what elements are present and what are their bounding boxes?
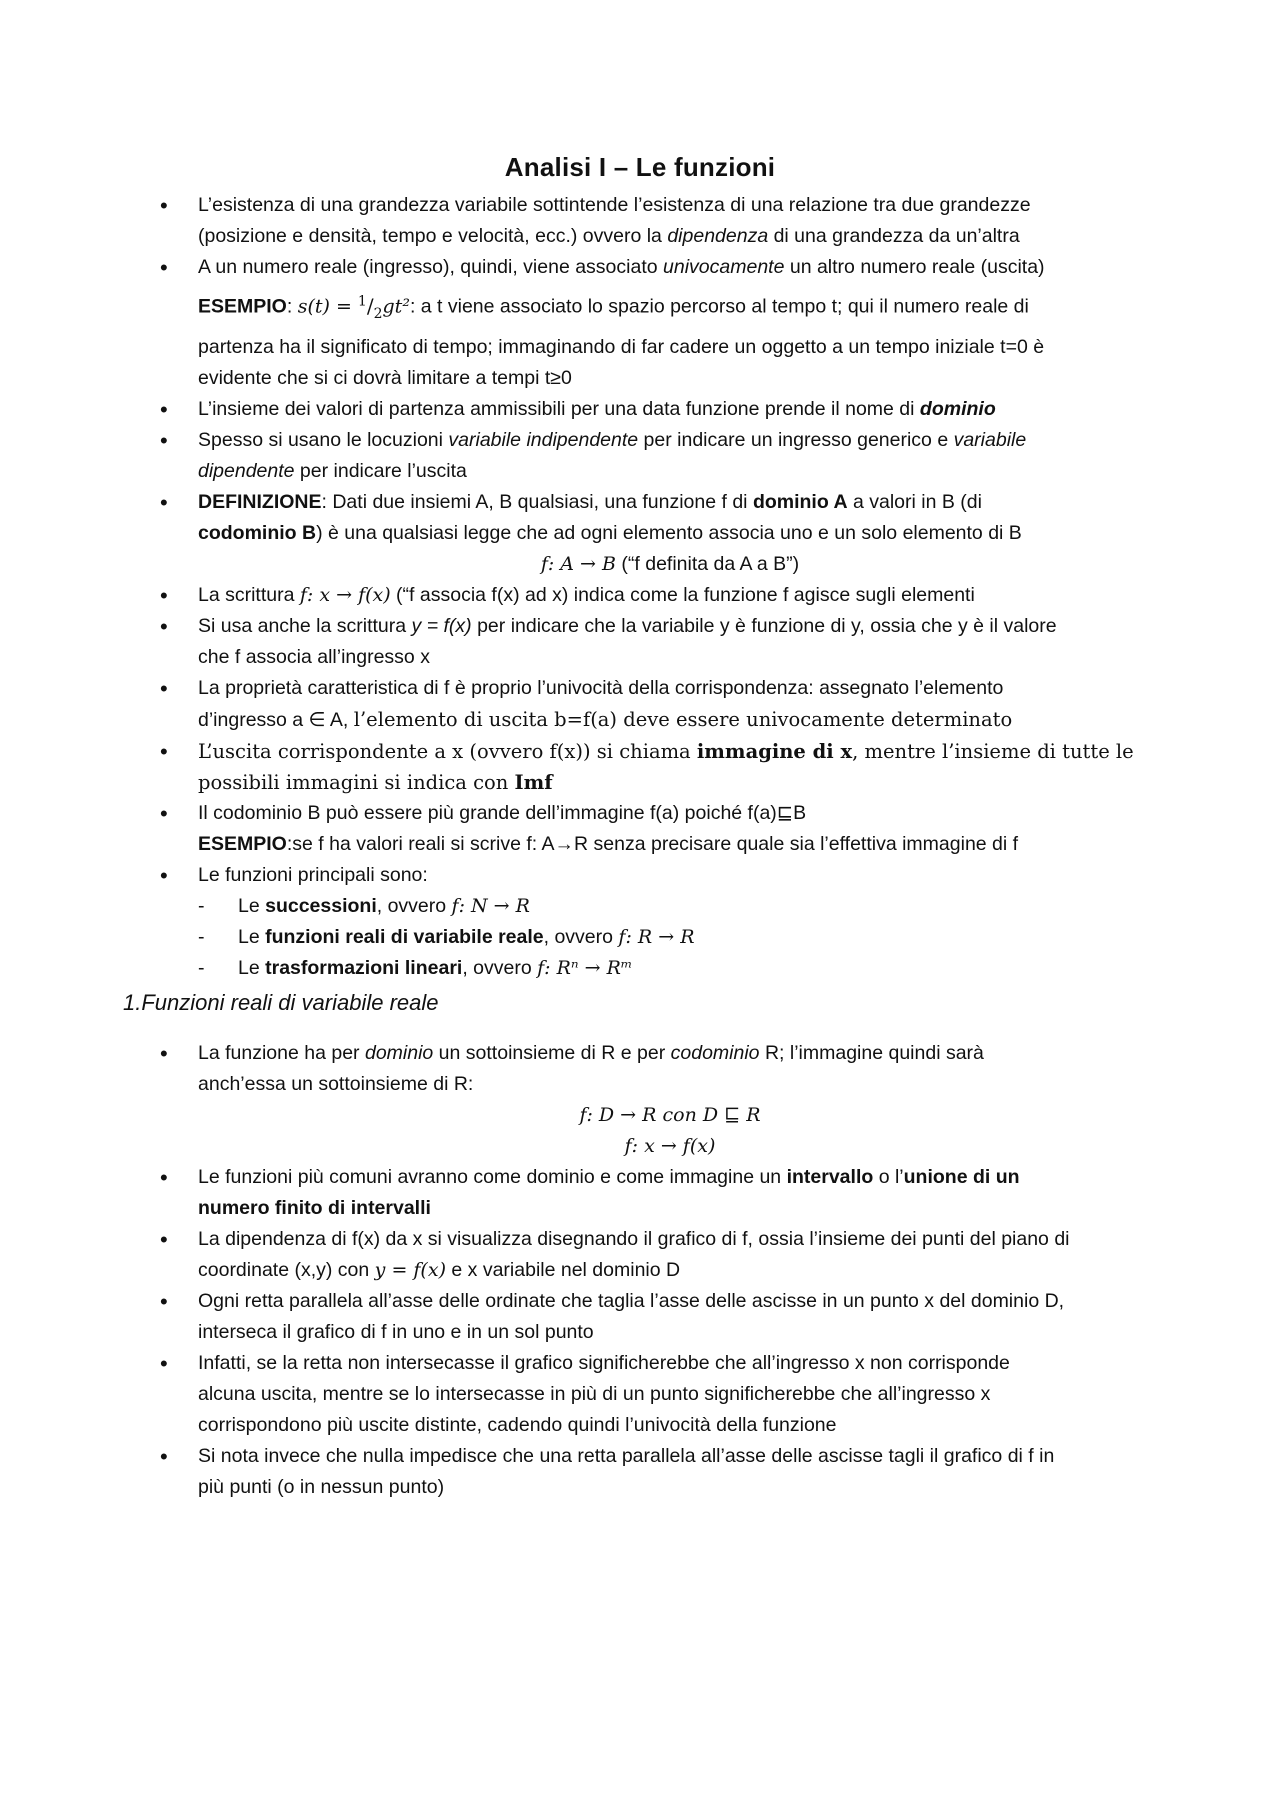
bold-text: trasformazioni lineari [265, 956, 463, 979]
text-line [198, 736, 1170, 767]
formula: s(t) = [297, 295, 358, 318]
text-line: • L’esistenza di una grandezza variabile sottintende l’esistenza di una relazione tra due grandezze [198, 194, 1031, 216]
text: e x variabile nel dominio D [445, 1259, 681, 1281]
emphasis: variabile [953, 428, 1027, 451]
text-line [198, 425, 1170, 456]
section-intro [0, 190, 1280, 984]
text: : Dati due insiemi A, B qualsiasi, una funzione f di [321, 490, 753, 513]
emphasis: dipendenza [667, 225, 769, 247]
text: Le funzioni più comuni avranno come dominio e come immagine un [198, 1166, 787, 1188]
text-line: • Si nota invece che nulla impedisce che una retta parallela all’asse delle ascisse tagli il grafico di f in [198, 1445, 1055, 1467]
bold-text: numero finito di intervalli [198, 1197, 431, 1219]
sub-item [198, 891, 1170, 922]
formula: f: N → R [451, 894, 530, 917]
formula: f: A → B [540, 552, 616, 575]
text: di una grandezza da un’altra [768, 225, 1020, 247]
list-item [0, 394, 1280, 425]
text: R; l’immagine quindi sarà [759, 1042, 984, 1064]
list-item [0, 736, 1280, 798]
page-title: Analisi I – Le funzioni [504, 152, 776, 182]
list-item [0, 580, 1280, 611]
colon: : [286, 295, 298, 318]
text: L’insieme dei valori di partenza ammissibili per una data funzione prende il nome di [198, 397, 920, 420]
text: , ovvero [543, 925, 619, 948]
text: per indicare l’uscita [294, 459, 467, 482]
list-item [0, 190, 1280, 252]
text: per indicare che la variabile y è funzione di y, ossia che y è il valore [471, 614, 1057, 637]
example-label: ESEMPIO [198, 832, 287, 855]
text-line [198, 580, 1170, 611]
text: , mentre l’insieme di tutte le [852, 739, 1134, 763]
text-line: evidente che si ci dovrà limitare a tempi t≥0 [198, 366, 572, 389]
list-item [0, 860, 1280, 984]
text: La funzione ha per [198, 1042, 365, 1064]
list-item [0, 798, 1280, 860]
emphasis: y = f(x) [411, 614, 472, 637]
text: , ovvero [376, 894, 452, 917]
list-item [0, 1441, 1280, 1503]
formula: gt² [382, 295, 410, 318]
list-item [0, 1286, 1280, 1348]
section-real-functions [0, 1038, 1280, 1503]
emphasis: dipendente [198, 459, 295, 482]
text-line: anch’essa un sottoinsieme di R: [198, 1073, 474, 1095]
sub-item [198, 922, 1170, 953]
text-line: partenza ha il significato di tempo; immaginando di far cadere un oggetto a un tempo iniziale t=0 è [198, 335, 1045, 358]
text-line [198, 252, 1170, 283]
serif-text: l’elemento di uscita b=f(a) deve essere univocamente determinato [353, 707, 1013, 731]
text: (posizione e densità, tempo e velocità, ecc.) ovvero la [198, 225, 668, 247]
emphasis: dominio [364, 1042, 434, 1064]
text: : a t viene associato lo spazio percorso al tempo t; qui il numero reale di [409, 295, 1029, 318]
text: un altro numero reale (uscita) [784, 256, 1045, 278]
text-line: più punti (o in nessun punto) [198, 1476, 445, 1498]
formula: f: x → f(x) [299, 583, 391, 606]
text-line [198, 1162, 1170, 1193]
fraction-numerator: 1 [357, 293, 367, 309]
text-line [198, 456, 1170, 487]
sub-item [198, 953, 1170, 984]
bullet-list [0, 1038, 1280, 1503]
text-line [198, 1038, 1170, 1069]
text: coordinate (x,y) con [198, 1259, 375, 1281]
bold-text: funzioni reali di variabile reale [265, 925, 544, 948]
text: (“f definita da A a B”) [615, 552, 800, 575]
text-line: alcuna uscita, mentre se lo intersecasse in più di un punto significherebbe che all’ingresso x [198, 1383, 991, 1405]
emphasis: dominio [919, 397, 996, 420]
formula: f: Rⁿ → Rᵐ [537, 956, 633, 979]
list-item [0, 1224, 1280, 1286]
bold-text: intervallo [786, 1166, 874, 1188]
text: ) è una qualsiasi legge che ad ogni elemento associa uno e un solo elemento di B [316, 521, 1022, 544]
formula-line: f: D → R con D ⊑ R [579, 1104, 761, 1126]
text-line [198, 283, 1170, 332]
text: o l’ [873, 1166, 904, 1188]
list-item [0, 611, 1280, 673]
text-line [198, 518, 1170, 549]
list-item [0, 1348, 1280, 1441]
text-line: • La proprietà caratteristica di f è proprio l’univocità della corrispondenza: assegnato l’elemento [198, 676, 1004, 699]
text-line [198, 1193, 1170, 1224]
list-item [0, 425, 1280, 487]
text: Le [238, 894, 266, 917]
text-line: • Infatti, se la retta non intersecasse il grafico significherebbe che all’ingresso x non corrisponde [198, 1352, 1010, 1374]
text: Le [238, 956, 266, 979]
bold-text: unione di un [903, 1166, 1020, 1188]
text-line [198, 221, 1170, 252]
text: a valori in B (di [847, 490, 982, 513]
text: La scrittura [198, 583, 300, 606]
bold-text: immagine di x [696, 739, 853, 763]
text-line [198, 767, 1170, 798]
example-label: ESEMPIO [198, 295, 287, 318]
formula: f: R → R [618, 925, 695, 948]
formula: y = f(x) [374, 1259, 446, 1281]
text-line [198, 611, 1170, 642]
emphasis: codominio [670, 1042, 760, 1064]
text: Spesso si usano le locuzioni [198, 428, 449, 451]
emphasis: univocamente [663, 256, 785, 278]
text: A un numero reale (ingresso), quindi, viene associato [198, 256, 664, 278]
text-line [198, 1255, 1170, 1286]
text-line: interseca il grafico di f in uno e in un sol punto [198, 1321, 594, 1343]
list-item [0, 673, 1280, 736]
text-line [198, 487, 1170, 518]
definition-label: DEFINIZIONE [198, 490, 322, 513]
list-item [0, 1162, 1280, 1224]
text-line [198, 394, 1170, 425]
text: :se f ha valori reali si scrive f: A→R senza precisare quale sia l’effettiva immagine di f [286, 832, 1019, 855]
bold-text: dominio A [752, 490, 848, 513]
text-line: • Ogni retta parallela all’asse delle ordinate che taglia l’asse delle ascisse in un punto x del dominio D, [198, 1290, 1065, 1312]
section-heading: 1.Funzioni reali di variabile reale [123, 990, 439, 1015]
bold-text: Imf [514, 770, 553, 794]
text-line [198, 829, 1170, 860]
text: L’uscita corrispondente a x (ovvero f(x)) si chiama [198, 739, 697, 763]
fraction: $^1/_2$ [357, 293, 383, 322]
text-line: • La dipendenza di f(x) da x si visualizza disegnando il grafico di f, ossia l’insieme dei punti del piano di [198, 1228, 1070, 1250]
text: , ovvero [462, 956, 538, 979]
text: Si usa anche la scrittura [198, 614, 412, 637]
formula-line [0, 549, 1280, 580]
text-line [198, 704, 1170, 736]
text: un sottoinsieme di R e per [433, 1042, 671, 1064]
text: (“f associa f(x) ad x) indica come la funzione f agisce sugli elementi [390, 583, 975, 606]
text-line: • Il codominio B può essere più grande dell’immagine f(a) poiché f(a)⊑B [198, 801, 807, 824]
emphasis: variabile indipendente [448, 428, 639, 451]
text-line: corrispondono più uscite distinte, cadendo quindi l’univocità della funzione [198, 1414, 837, 1436]
list-item [0, 252, 1280, 394]
text-line: • Le funzioni principali sono: [198, 863, 428, 886]
bullet-list [0, 190, 1280, 984]
list-item [0, 487, 1280, 580]
text: Le [238, 925, 266, 948]
formula-line: f: x → f(x) [624, 1135, 716, 1157]
text-line: che f associa all’ingresso x [198, 645, 430, 668]
bold-text: successioni [265, 894, 377, 917]
text: d’ingresso a ∈ A, [198, 708, 354, 731]
text: possibili immagini si indica con [198, 770, 515, 794]
fraction-denominator: 2 [373, 305, 383, 322]
bold-text: codominio B [198, 521, 317, 544]
text: per indicare un ingresso generico e [638, 428, 954, 451]
list-item [0, 1038, 1280, 1162]
